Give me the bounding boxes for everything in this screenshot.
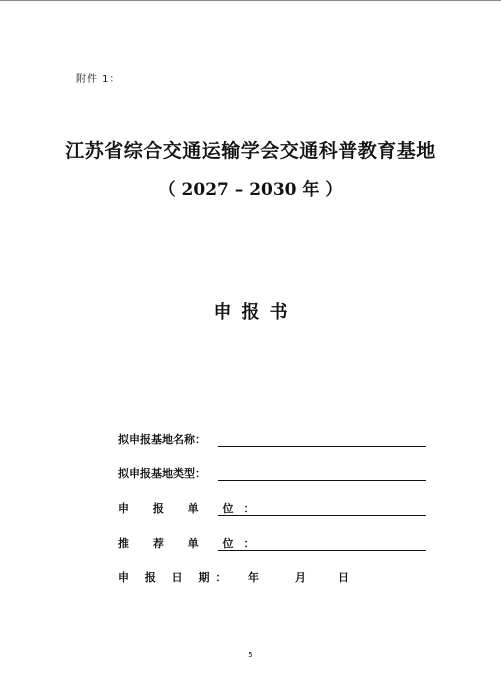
date-month-label: 月 [295, 571, 306, 584]
field-application-date-label: 申 报 日 期： [118, 571, 233, 584]
field-application-date [118, 569, 349, 585]
page-number: 5 [248, 651, 253, 659]
date-day-label: 日 [338, 571, 349, 584]
date-parts [248, 569, 349, 585]
field-base-name-line [218, 446, 426, 447]
field-applicant-unit [118, 500, 265, 516]
attachment-label: 附件 1： [76, 74, 121, 85]
top-border-line [0, 0, 501, 1]
field-base-name [118, 431, 216, 447]
cover-title: 江苏省综合交通运输学会交通科普教育基地 [65, 140, 436, 162]
field-applicant-unit-line [218, 515, 426, 516]
field-base-type [118, 465, 216, 481]
date-year-label: 年 [248, 571, 259, 584]
field-recommender-unit-line [218, 550, 426, 551]
field-base-type-line [218, 480, 426, 481]
field-recommender-unit-label: 推 荐 单 位： [118, 537, 265, 550]
field-recommender-unit [118, 535, 265, 551]
document-type: 申报书 [213, 302, 298, 323]
field-base-name-label: 拟申报基地名称： [118, 433, 206, 446]
cover-years: （ 2027 – 2030 年 ） [158, 180, 343, 200]
field-applicant-unit-label: 申 报 单 位： [118, 502, 265, 515]
field-base-type-label: 拟申报基地类型： [118, 467, 206, 480]
